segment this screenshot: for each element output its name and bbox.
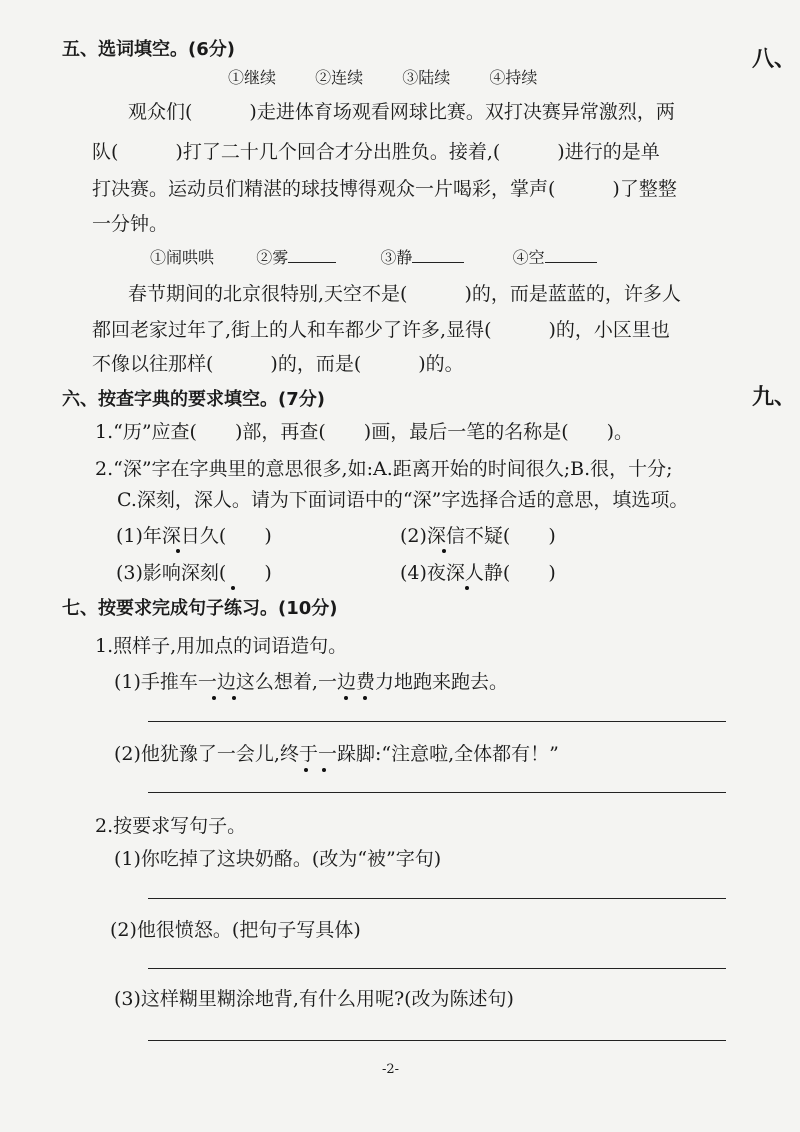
emphasis-dot bbox=[465, 586, 469, 590]
option-3: ③陆续 bbox=[402, 68, 451, 87]
option-2: ②连续 bbox=[315, 68, 364, 87]
option-fog: ②雾 bbox=[256, 248, 289, 267]
word-options-group-1 bbox=[228, 66, 571, 90]
answer-line[interactable] bbox=[148, 1040, 726, 1041]
emphasis-dot bbox=[363, 696, 367, 700]
fill-blank[interactable] bbox=[412, 246, 464, 263]
word-item-3: (3)影响深刻( ) bbox=[116, 562, 272, 584]
word-options-group-2 bbox=[150, 246, 597, 270]
paragraph-1-line-3: 打决赛。运动员们精湛的球技博得观众一片喝彩，掌声( )了整整 bbox=[92, 178, 677, 200]
option-1: ①继续 bbox=[228, 68, 277, 87]
dictionary-question-2-line-2: C.深刻，深人。请为下面词语中的“深”字选择合适的意思，填选项。 bbox=[117, 489, 689, 511]
option-4: ④持续 bbox=[489, 68, 538, 87]
page-number: -2- bbox=[382, 1062, 400, 1077]
next-section-9-label: 九、 bbox=[752, 385, 797, 410]
sentence-example-2: (2)他犹豫了一会儿,终于一跺脚:“注意啦,全体都有！” bbox=[114, 743, 559, 765]
option-noisy: ①闹哄哄 bbox=[150, 248, 215, 267]
sentence-question-2: 2.按要求写句子。 bbox=[95, 815, 247, 837]
emphasis-dot bbox=[212, 696, 216, 700]
emphasis-dot bbox=[231, 586, 235, 590]
fill-blank[interactable] bbox=[545, 246, 597, 263]
dictionary-question-2-line-1: 2.“深”字在字典里的意思很多,如:A.距离开始的时间很久;B.很，十分; bbox=[95, 458, 673, 480]
word-item-4: (4)夜深人静( ) bbox=[400, 562, 556, 584]
rewrite-item-2: (2)他很愤怒。(把句子写具体) bbox=[110, 919, 361, 941]
paragraph-2-line-1: 春节期间的北京很特别,天空不是( )的，而是蓝蓝的，许多人 bbox=[128, 283, 681, 305]
section-7-title: 七、按要求完成句子练习。(10分) bbox=[62, 598, 338, 619]
section-6-title: 六、按查字典的要求填空。(7分) bbox=[62, 389, 325, 410]
emphasis-dot bbox=[232, 696, 236, 700]
paragraph-1-line-1: 观众们( )走进体育场观看网球比赛。双打决赛异常激烈，两 bbox=[128, 101, 675, 123]
emphasis-dot bbox=[304, 768, 308, 772]
answer-line[interactable] bbox=[148, 968, 726, 969]
paragraph-1-line-4: 一分钟。 bbox=[92, 213, 169, 235]
rewrite-item-3: (3)这样糊里糊涂地背,有什么用呢?(改为陈述句) bbox=[114, 988, 514, 1010]
emphasis-dot bbox=[344, 696, 348, 700]
option-empty: ④空 bbox=[512, 248, 545, 267]
paragraph-2-line-2: 都回老家过年了,街上的人和车都少了许多,显得( )的，小区里也 bbox=[92, 319, 670, 341]
emphasis-dot bbox=[322, 768, 326, 772]
sentence-question-1: 1.照样子,用加点的词语造句。 bbox=[95, 635, 348, 657]
answer-line[interactable] bbox=[148, 721, 726, 722]
answer-line[interactable] bbox=[148, 792, 726, 793]
dictionary-question-1: 1.“历”应查( )部，再查( )画，最后一笔的名称是( )。 bbox=[95, 421, 634, 443]
word-item-2: (2)深信不疑( ) bbox=[400, 525, 556, 547]
answer-line[interactable] bbox=[148, 898, 726, 899]
section-5-title: 五、选词填空。(6分) bbox=[62, 39, 235, 60]
sentence-example-1: (1)手推车一边这么想着,一边费力地跑来跑去。 bbox=[114, 671, 508, 693]
option-quiet: ③静 bbox=[380, 248, 413, 267]
emphasis-dot bbox=[176, 549, 180, 553]
paragraph-2-line-3: 不像以往那样( )的，而是( )的。 bbox=[92, 353, 464, 375]
fill-blank[interactable] bbox=[288, 246, 336, 263]
rewrite-item-1: (1)你吃掉了这块奶酪。(改为“被”字句) bbox=[114, 848, 442, 870]
word-item-1: (1)年深日久( ) bbox=[116, 525, 272, 547]
emphasis-dot bbox=[442, 549, 446, 553]
paragraph-1-line-2: 队( )打了二十几个回合才分出胜负。接着,( )进行的是单 bbox=[92, 141, 660, 163]
next-section-8-label: 八、 bbox=[752, 47, 797, 72]
